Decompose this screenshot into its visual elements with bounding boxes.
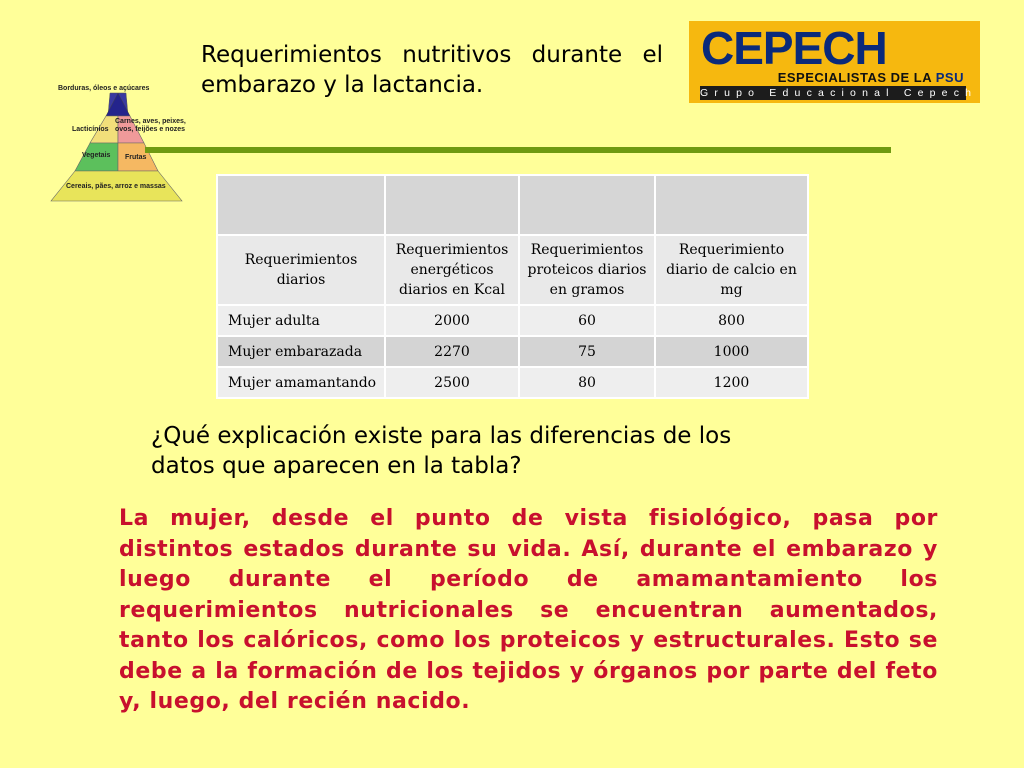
table-cell: 1200 (655, 367, 808, 398)
answer-text: La mujer, desde el punto de vista fisiológico, pasa por distintos estados durante su vida. Así, durante el embarazo y luego durante el período de amamantamiento los requerimientos nutricionales se encuentran aumentados, tanto los calóricos, como los proteicos y estructurales. Esto se debe a la formación de los tejidos y órganos por parte del feto y, luego, del recién nacido. (119, 506, 938, 714)
table-cell: 2270 (385, 336, 519, 367)
pyramid-label-grains: Cereais, pães, arroz e massas (66, 183, 166, 190)
pyramid-label-meat: Carnes, aves, peixes, ovos, feijões e nozes (115, 118, 186, 133)
table-cell (655, 175, 808, 235)
food-pyramid (48, 83, 190, 205)
question-text: ¿Qué explicación existe para las diferencias de los datos que aparecen en la tabla? (151, 423, 732, 479)
table-cell: Mujer adulta (217, 305, 385, 336)
table-header-cell: Requerimientos energéticos diarios en Kcal (385, 235, 519, 305)
logo-subtitle-psu: PSU (935, 70, 964, 85)
table-cell: 2500 (385, 367, 519, 398)
table-cell: 2000 (385, 305, 519, 336)
table-cell: 1000 (655, 336, 808, 367)
logo-subtitle-prefix: ESPECIALISTAS DE LA (777, 70, 936, 85)
table-header-cell: Requerimientos diarios (217, 235, 385, 305)
logo-main-text: CEPECH (701, 22, 887, 74)
table-cell: 80 (519, 367, 655, 398)
nutrition-table (216, 174, 809, 399)
cepech-logo (689, 21, 980, 103)
table-cell (385, 175, 519, 235)
table-row (217, 305, 808, 336)
pyramid-label-dairy: Lacticínios (72, 126, 109, 133)
table-cell: Mujer amamantando (217, 367, 385, 398)
pyramid-label-vegetables: Vegetais (82, 152, 111, 159)
pyramid-label-fruits: Frutas (125, 154, 147, 161)
table-header-row (217, 235, 808, 305)
pyramid-label-top: Borduras, óleos e açúcares (58, 85, 150, 92)
divider-line (145, 147, 891, 153)
table-cell: 60 (519, 305, 655, 336)
table-header-cell: Requerimiento diario de calcio en mg (655, 235, 808, 305)
table-row (217, 367, 808, 398)
table-cell (217, 175, 385, 235)
slide-title: Requerimientos nutritivos durante el embarazo y la lactancia. (201, 42, 663, 98)
table-blank-row (217, 175, 808, 235)
table-header-cell: Requerimientos proteicos diarios en gramos (519, 235, 655, 305)
table-cell (519, 175, 655, 235)
table-cell: Mujer embarazada (217, 336, 385, 367)
table-cell: 800 (655, 305, 808, 336)
logo-subtitle (778, 70, 964, 85)
logo-group-bar: Grupo Educacional Cepech (700, 87, 978, 99)
table-cell: 75 (519, 336, 655, 367)
table-row (217, 336, 808, 367)
